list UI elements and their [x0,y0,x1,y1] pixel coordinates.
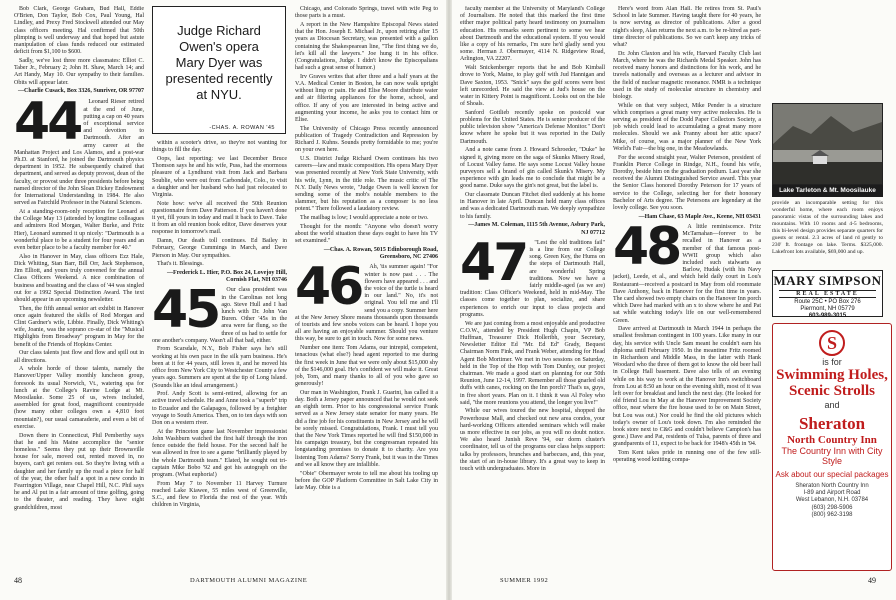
page-number-right: 49 [868,576,876,585]
column-1 [14,6,144,572]
paragraph: Leonard Rieser retired at the end of June, putting a cap on 40 years of exceptional service and devotion to Dartmouth. After an army career at the Manhattan Project and Los Alamos, and a post-war Ph.D. at Stanford, he joined the Dartmouth physics department in 1952. He subsequently chaired that department, and served as deputy provost, dean of the faculty, or provost under three presidents before being named director of the John Sloan Dickey Endowment for International Understanding in 1984. He also served as Fairchild Professor in the Natural Sciences. [14,99,144,207]
paragraph: While our wives toured the new hospital, shopped the Powerhouse Mall, and checked out new area condos, your hard-working Officers attended seminars which will make us more effective in our jobs, as you will no doubt notice. We also heard Junish Reve '94, our dorm cluster's coordinator, tell us of the programs our class helps support: talks by professors, brunches and barbecues, and, this year, the start of an in-house library. It's a great way to keep in touch with undergraduates. More in [460,408,605,473]
paragraph: Tom Kent takes pride in running one of the few still-operating wood knitting compa- [613,450,761,464]
paragraph: —Frederick L. Hier, P.O. Box 24, Lovejoy Hill, Cornish Flat, NH 03746 [167,269,287,284]
paragraph: Ah, 'tis summer again! "For winter is now past . . . The flowers have appeared . . . and the voice of the turtle is heard in our land." No, it's not original. You tell me and I'll send you a copy. Summer here at the New Jersey Shore means thousands upon thousands of tourists and few snobs voices can be heard. I hope you all are having an enjoyable summer. Should you venture this way, be sure to get in touch. Now for some news. [295,264,438,343]
paragraph: Our man in Washington, Frank J. Guarini, has called it a day. Both a Jersey paper announced that he would not seek an eighth term. Prior to his congressional service Frank served as a New Jersey state senator for many years. He did a fine job for his constituents in New Jersey and he will be sorely missed. Congratulations, Frank. I must tell you that the New York Times reported he will find $150,000 in his campaign treasury, but the congressman repeated his longstanding promises to donate it to charity. Are you listening Tom Adams? Sorry Frank, but it was in the Times and we all know they are infallible. [295,389,438,468]
paragraph: Dr. John Claxton and his wife, Harvard Faculty Club last March, where he was the Richards Medal Speaker. John has received many honors and distinctions for his work, and he travels nationally and overseas as a lecturer and advisor in the field of nuclear magnetic resonance. NMR is a technique used in the study of molecular structure in chemistry and biology. [613,50,761,100]
lake-photo-image [772,103,883,185]
paragraph: —Charlie Cusack, Box 3326, Sunriver, OR 97707 [18,88,144,95]
sheraton-is-for: is for [822,357,842,367]
paragraph: Our class president was in the Carolinas not long ago. Steve Hull and I had lunch with Dr. John Van Buren. Other '45s in the area were far flung, so the three of us had to settle for one another's company. Wasn't all that bad, either. [152,287,287,344]
mary-simpson-name: MARY SIMPSON [773,273,882,288]
paragraph: Bob Clark, George Graham, Bud Hall, Eddie O'Brien, Don Taylor, Bob Cox, Paul Young, Hal Lindley, and Prexy Fred Stockwell attended our May class officers meeting. Hal confirmed that 50th plimping is well underway and that hoped but astute manipulation of class funds reduced our estimated deficit from $1,100 to $600. [14,6,144,56]
sheraton-line1: Swimming Holes, [776,367,888,383]
paragraph: Thought for the month: "Anyone who doesn't worry about the world situation these days ought to have his TV set examined." [295,223,438,245]
sheraton-s-logo-icon: S [819,330,845,356]
class-number-46: 46 [295,257,362,318]
paragraph: A report in the New Hampshire Episcopal News stated that the Hon. Joseph E. Michael Jr., upon retiring after 15 years as Diocesan Secretary, was presented with a gallon containing the Shakespearean line, "The first thing we do, let's kill all the lawyers." Joe hung it in his office. (Congratulations, Judge. I didn't know the Episcopalians had such a great sense of humor.) [295,21,438,72]
pull-quote-text: Judge Richard Owen's opera Mary Dyer was presented recently at NYU. [165,23,273,102]
paragraph: Our class talents just flow and flow and spill out in all directions. [14,350,144,364]
pull-quote-attribution: -CHAS. A. ROWAN '45 [209,125,275,131]
lake-ad-text: provide an incomparable setting for this wonderful home, where each room enjoys panoramic vistas of the surrounding lakes and mountains. With 10 rooms and 4-5 bedrooms, this bi-level design provides separate quarters for guests or rental. 2.3 acres of land rd gently to 230' ft. frontage on lake. Terms. $325,000. Lakefront lots available, $69,000 and up. [772,200,883,255]
paragraph: A little reminiscence. Fritz McTarnahan—forever to be recalled in Hanover as a member of that famous post-WWII group which also included such stalwarts as Barlow, Hudak (with his Navy jacket), Leede, et al., and which held daily court in Lou's Restaurant—received a postcard in May from old roommate Dave Anthony, back in Hanover for the first time in years. The card showed two empty chairs on the Hanover Inn porch which Dave had marked with an x to show where he and Pat sat while watching today's life on our well-remembered Green. [613,223,761,324]
sheraton-footer-name: Sheraton North Country Inn [795,483,869,489]
sheraton-ad [772,323,892,571]
paragraph: Sanford Gottlieb recently spoke on postcold war problems for the United States. He is senior producer of the public television show "America's Defense Monitor." Don't know where he spoke but it was reported in the Daily Dartmouth. [460,109,605,145]
footer-right: SUMMER 1992 [500,577,549,584]
paragraph: Down there in Connecticut, Phil Pemberthy says that he and his Maine accomplice the "senior homeless." Seems they put up their Brownsville house for sale, moved out, rented moved in, no buyers, can't get renters out. So they're living with a daughter and her family up the road a piece for half of the year, the other half a spot in a new condo in Fearrington Village, near Chapel Hill, N.C. Phil says he and Al put in a fair amount of time golfing, going to the theater, and reading. They have eight grandchildren, most [14,432,144,511]
paragraph: Irv Graves writes that after three and a half years at the V.A. Medical Center in Boston, he can now walk upright without limp or pain. He and Elise Moore distribute water and air filtering appliances for the home, school, and office. If any of you are interested in being active and augmenting your income, he asks you to contact him or Elise. [295,73,438,124]
paragraph: U.S. District Judge Richard Owen continues his two careers—law and music composition. His opera Mary Dyer was presented recently at New York State University, with his wife, Lynn, in the title role. The music critic of The N.Y. Daily News wrote, "Judge Owen is well known for sending some of the mob's notable members to the slammer, but his reputation as a composer is no less potent." There followed a laudatory review. [295,156,438,213]
paragraph: A whole horde of those talents, namely the Hanover/Upper Valley monthly luncheon group, foresook its usual Norwich, Vt., watering spa for lunch at the College's Ravine Lodge at Mt. Moosilauke. Some 25 of us, wives included, assembled for great food, magnificent countryside (how many other colleges own a 4,810 foot mountain?), our usual camaraderie, and even a bit of exercise. [14,366,144,430]
paragraph: That's it. Blessings. [157,261,204,268]
column-3 [295,6,438,572]
paragraph: Our classmate Duncan Fitchet died suddenly at his home in Hanover in late April. Duncan held many class offices and was a dedicated Dartmouth man. We deeply sympathize to his family. [460,192,605,220]
paragraph: The University of Chicago Press recently announced publication of Tragedy Contradiction and Repression by Richard J. Kuhns. Sounds pretty formidable to me; you're on your own here. [295,125,438,154]
paragraph: Walt Snickenberger reports that he and Bob Kimball drove to York, Maine, to play golf with Jud Hannigan and Dave Saxton, 1953. "Snick" says the golf scores were best left unrecorded. He said the view at Jud's house on the water in Kittery Point is magnificent. Looks out on the Isle of Shoals. [460,65,605,108]
paragraph: —Ham Chase, 63 Maple Ave., Keene, NH 03431 [638,213,761,220]
paragraph: Also in Hanover in May, class officers Ezz Hale, Dick Whiting, Stan Barr, Bill Orr, Jack Stephenson, Jim Elliott, and yours truly convened for the annual Class Officers Weekend. A nice combination of business and boasting and the class of '44 was singled out for a 1992 Special Distinction Award. The text should appear in an upcoming newsletter. [14,253,144,303]
paragraph: The mailbag is low; I would appreciate a note or two. [300,215,429,222]
paragraph: Note how: we've all received the 50th Reunion questionnaire from Dave Patterson. If you haven't done it yet, fill yours in today and mail it back to Dave. Take it from an old reunion book editor, Dave deserves your response in tomorrow's mail. [152,200,287,236]
pull-quote-box [152,6,286,134]
class-number-45: 45 [152,280,219,341]
page-gutter [446,0,452,600]
paragraph: At a standing-room-only reception for Leonard at the College May 13 (attended by longtime colleagues and admirers Rod Morgan, Walter Burke, and Fritz Hier), Leonard summed it up nicely: "Dartmouth is a wonderful place to be a student for four years and an even better place to be a faculty member for 40." [14,208,144,251]
class-number-44: 44 [14,92,81,153]
class-number-47: 47 [460,232,527,293]
real-estate-label: REAL ESTATE [779,290,876,298]
paragraph: At the Princeton game last November impressionist John Washburn watched the first half through the iron fence outside the field house. For the second half he was allowed in free to see a game "brilliantly played by the whole Dartmouth team." Elated, he sought out tri-captain Mike Bobo '92 and got his autograph on the program. (What euphoria!) [152,428,287,478]
column-4 [460,6,605,572]
paragraph: Number one item: Tom Adams, our intrepid, competent, tenacious (what else?) head agent reported to me during the first week in June that we were only about $15,000 shy of the $146,000 goal. He's confident we will make it. Great job, Tom, and many thanks to all of you who gave so generously! [295,345,438,388]
paragraph: Oops, last reporting: we last December Bruce Thomson says he and his wife, Puss, had the enormous pleasure of a Lyndhurst visit from Jack and Barbara Soublie, who were out from Carbondale, Colo., to visit a daughter and her husband who had just relocated to Virginia. [152,155,287,198]
column-2 [152,140,287,572]
sheraton-tagline: The Country Inn with City Style [781,446,883,466]
paragraph: "Lest the old traditions fail" is a line from our College song. Green Key, the Hums on the steps of Dartmouth Hall, are wonderful Spring traditions. Now we have a fairly middle-aged (as we are) tradition: Class Officer's Weekend, held in mid-May. The classes come together to plan, socialize, and share experiences to enrich our input to class projects and programs. [460,239,605,318]
paragraph: Damn, Our death toll continues. Ed Bailey in February, George Cummings in March, and Dave Pierson in May. Our sympathies. [152,238,287,259]
sheraton-footer-phone1: (603) 298-5906 [811,504,853,511]
sheraton-line2: Scenic Strolls [789,383,875,399]
paragraph: —Chas. A. Rowan, 5015 Edinborough Road, Greensboro, NC 27406 [323,247,438,261]
mary-address-line1: Route 25C • PO Box 276 [794,299,861,305]
lake-landscape-icon [773,104,882,184]
page-number-left: 48 [14,576,22,585]
paragraph: Here's word from Alan Hall. He retires from St. Paul's School in late Summer. Having taught there for 40 years, he is now serving as director of publications. After a good night's sleep, Alan returns the next a.m. to be re-hired as part-time director of publications. So we can't keep any tricks of what? [613,6,761,49]
paragraph: faculty member at the University of Maryland's College of Journalism. He noted that this marked the first time either major political party heard testimony on journalism education. His remarks seem pertinent to some we hear about Dartmouth and the educational system. If you would like a copy of his remarks, I'm sure he'd gladly send you some. Herman J. Obermayer, 4114 N. Ridgeview Road, Arlington, VA 22207. [460,6,605,63]
paragraph: Then, the fifth annual senior art exhibit in Hanover once again featured the skills of Rod Morgan and Clint Gardner's wife, Libbie. Finally, Dick Whiting's wife, Joanie, was the soprano co-star of the "Musical Highlights from Broadway" program in May for the benefit of the Friends of Hopkins Center. [14,305,144,348]
paragraph: From Scarsdale, N.Y., Bob Fisher says he's still working at his own pace in the silk yarn business. He's been at it for 44 years, still loves it, and he moved his office from New York City to Westchester County a few years ago. Summers are spent at the tip of Long Island. (Sounds like an ideal arrangement.) [152,346,287,389]
paragraph: We are just coming from a most enjoyable and productive C.O.W., attended by President Hugh Chapin, VP Bob Huffman, Treasurer Dick Holleribh, your Secretary, Newsletter Editor Ed "Mr. Ed Ed" Grady, Bequest Chairman Norm Fink, and Frank Weber, attending for Head Agent Bob Mortimer. We met in two sessions on Saturday, held in the Top of the Hop with Tom Dunfey, our project chairman. We made a good start on planning for our 50th Reunion, June 12-14, 1997. Remember all those gnarled old duffs with canes, rocking on the Inn porch? That's us, guys, in five short years. Plan on it. I think it was Al Foley who said, "the more reunions you attend, the longer you live!" [460,320,605,406]
class-number-48: 48 [613,216,680,277]
sheraton-footer-road: I-89 and Airport Road [803,490,861,497]
paragraph: Chicago, and Colorado Springs, travel with wife Peg to those parts is a must. [295,6,438,20]
footer-left: DARTMOUTH ALUMNI MAGAZINE [190,577,308,584]
paragraph: While on that very subject, Mike Pender is a structure which comprises a great many very active molecules. He is serving as president of the Dodd Paper Collectors Society, a job which could lead to accumulating a great many more molecules. Should we ask Franny about her attic space? Mike, of course, was a major planner of the New York World's Fair—the big one, in the Meadowlands. [613,102,761,152]
paragraph: Prof. Andy Scott is semi-retired, allowing for an active travel schedule. He and Anne took a "superb" trip to Ecuador and the Galapagos, followed by a freighter voyage to South America. Then, on to ten days with son Don on a western river. [152,391,287,427]
paragraph: —James M. Coleman, 1115 5th Avenue, Asbury Park, NJ 07712 [468,222,605,236]
lake-ad-caption: Lake Tarleton & Mt. Moosilauke [772,185,883,197]
column-5 [613,6,761,572]
paragraph: For the second straight year, Walter Peterson, president of Franklin Pierce College in Rindge, N.H., found his wife, Dorothy, beside him on the graduation podium. Last year she received the Alumni Distinguished Service award. This year the Senior Class honored Dorothy Peterson for 17 years of service to the College, selecting her for their honorary Bachelor of Arts degree. The Petersons are legendary at the lovely college. See you soon. [613,154,761,211]
sheraton-ask: Ask about our special packages [775,470,889,479]
paragraph: Sadly, we've lost three more classmates: Elliot C. Taber Jr., February 2; John H. Shaw, March 14; and Art Handy, May 10. Our sympathy to their families. Obits will appear later. [14,57,144,86]
paragraph: "Obie" Obermayer wrote to tell me about his tooling up before the GOP Platform Committee in Salt Lake City in late May. Obie is a [295,470,438,491]
mary-phone: 603-989-3015 [808,313,847,319]
mary-simpson-ad [772,270,883,317]
paragraph: within a scooter's drive, so they're not wanting for things to fill the day. [152,140,287,154]
paragraph: Dave arrived at Dartmouth in March 1944 in perhaps the smallest freshman contingent in 100 years. Like many in our day, his service with Uncle Sam meant he couldn't earn his diploma until February 1950. In the meantime Fritz roomed in Richardson and Middle Mass, in the latter with Hank Woodard who the three of them got to know the old beer hall in College Hall basement. Dave also tells of an evening while on his way to work at the Hanover Inn's switchboard from Lou at 8:50 an hour on the evening shift, most of it was left over for breakfast and lunch the next day. (He looked for old friend Lou in May at the Hanover Improvement Society office, near where the fire house used to be on Main Street, but Lou was out.) Nor could he find the old pictures which today's owner of Lou's took down. I'm also reminded the book store next to C&G and couldn't believe Campion's has gone.) Dave and Pat, residents of Tulsa, parents of three and grandparents of 11, expect to be back for 1948's 45th in '94. [613,326,761,448]
paragraph: From May 7 to November 11 Harvey Turnure reached Lake Kiawee, 55 miles west of Greenville, S.C., and flew to Florida the rest of the year. With children in Virginia, [152,480,287,509]
sheraton-footer-city: West Lebanon, N.H. 03784 [795,497,869,504]
sheraton-inn-name: North Country Inn [787,434,877,446]
sheraton-brand: Sheraton [798,414,866,433]
sheraton-and: and [824,400,840,410]
mary-address-line2: Piermont, NH 05779 [800,306,855,312]
sheraton-footer-phone2: (800) 962-3198 [811,511,853,518]
paragraph: And a note came from J. Howard Schroeder, "Duke" he signed it, giving more on the saga of Skunks Misery Road, of Locust Valley fame. He says some Locust Valley house purveyors sell a brand of gin called Skunk's Misery. My experience with gin leads me to conclude that might be a good name. Duke says the gin's not great, but the label is. [460,147,605,190]
